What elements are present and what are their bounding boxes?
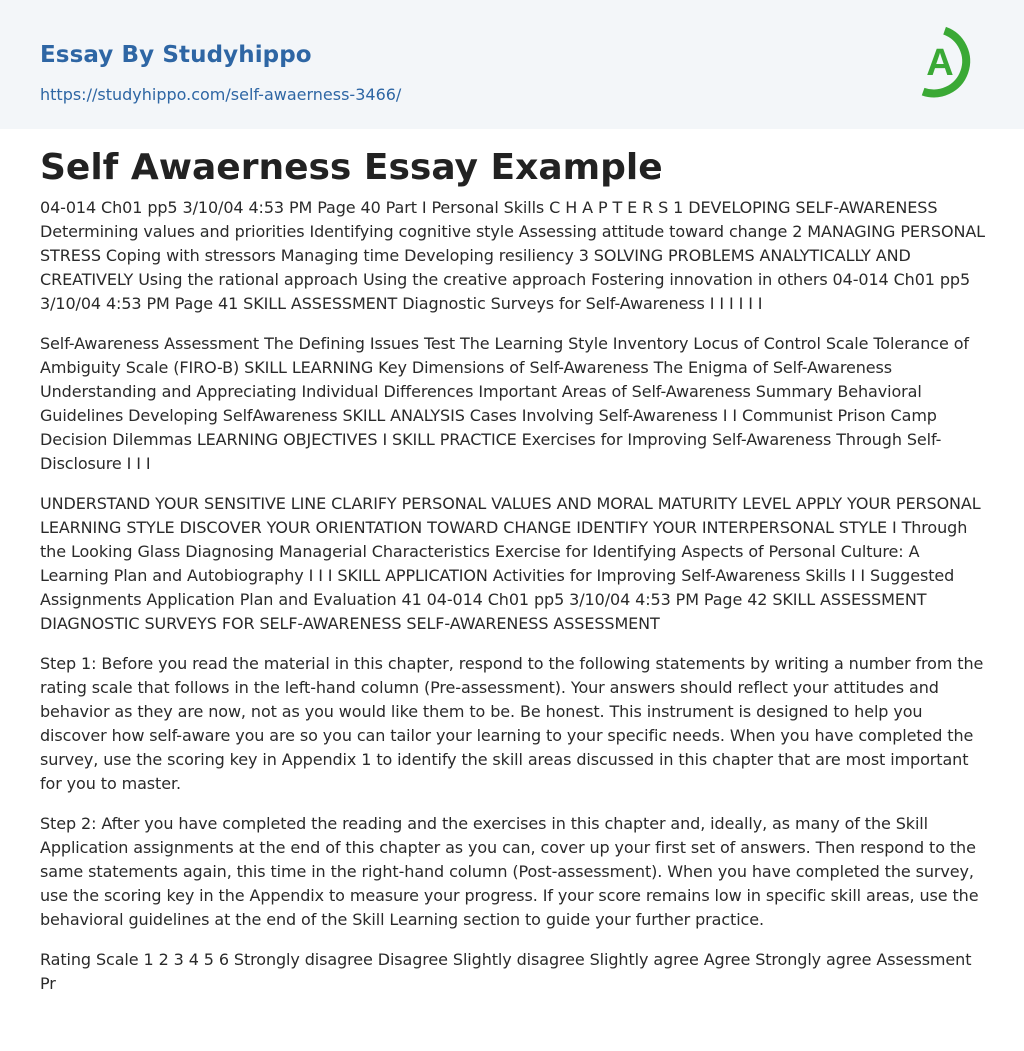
essay-paragraph: Step 2: After you have completed the reading and the exercises in this chapter and, ideally, as many of the Skill Application assignments at the end of this chapter as you can, cover up your first set of answers. Then respond to the same statements again, this time in the right-hand column (Post-assessment). When you have completed the survey, use the scoring key in the Appendix to measure your progress. If your score remains low in specific skill areas, use the behavioral guidelines at the end of the Skill Learning section to guide your further practice. — [40, 814, 979, 929]
essay-paragraph: Rating Scale 1 2 3 4 5 6 Strongly disagree Disagree Slightly disagree Slightly agree Agree Strongly agree Assessment Pr — [40, 950, 972, 993]
studyhippo-logo-icon[interactable] — [914, 20, 986, 104]
essay-paragraph: 04-014 Ch01 pp5 3/10/04 4:53 PM Page 40 Part I Personal Skills C H A P T E R S 1 DEVELOPING SELF-AWARENESS Determining values and priorities Identifying cognitive style Assessing attitude toward change 2 MANAGING PERSONAL STRESS Coping with stressors Managing time Developing resiliency 3 SOLVING PROBLEMS ANALYTICALLY AND CREATIVELY Using the rational approach Using the creative approach Fostering innovation in others 04-014 Ch01 pp5 3/10/04 4:53 PM Page 41 SKILL ASSESSMENT Diagnostic Surveys for Self-Awareness I I I I I I — [40, 198, 985, 313]
essay-title: Self Awaerness Essay Example — [40, 147, 663, 188]
essay-paragraph: Self-Awareness Assessment The Defining Issues Test The Learning Style Inventory Locus of Control Scale Tolerance of Ambiguity Scale (FIRO-B) SKILL LEARNING Key Dimensions of Self-Awareness The Enigma of Self-Awareness Understanding and Appreciating Individual Differences Important Areas of Self-Awareness Summary Behavioral Guidelines Developing SelfAwareness SKILL ANALYSIS Cases Involving Self-Awareness I I Communist Prison Camp Decision Dilemmas LEARNING OBJECTIVES I SKILL PRACTICE Exercises for Improving Self-Awareness Through Self-Disclosure I I I — [40, 334, 969, 473]
site-brand[interactable]: Essay By Studyhippo — [40, 42, 312, 68]
logo-letter: A — [926, 42, 954, 84]
essay-paragraph: Step 1: Before you read the material in this chapter, respond to the following statements by writing a number from the rating scale that follows in the left-hand column (Pre-assessment). Your answers should reflect your attitudes and behavior as they are now, not as you would like them to be. Be honest. This instrument is designed to help you discover how self-aware you are so you can tailor your learning to your specific needs. When you have completed the survey, use the scoring key in Appendix 1 to identify the skill areas discussed in this chapter that are most important for you to master. — [40, 654, 984, 793]
essay-url-link[interactable]: https://studyhippo.com/self-awaerness-3466/ — [40, 85, 402, 104]
site-header — [0, 0, 1024, 129]
essay-content — [40, 140, 985, 1012]
essay-paragraph: UNDERSTAND YOUR SENSITIVE LINE CLARIFY PERSONAL VALUES AND MORAL MATURITY LEVEL APPLY YOUR PERSONAL LEARNING STYLE DISCOVER YOUR ORIENTATION TOWARD CHANGE IDENTIFY YOUR INTERPERSONAL STYLE I Through the Looking Glass Diagnosing Managerial Characteristics Exercise for Identifying Aspects of Personal Culture: A Learning Plan and Autobiography I I I SKILL APPLICATION Activities for Improving Self-Awareness Skills I I Suggested Assignments Application Plan and Evaluation 41 04-014 Ch01 pp5 3/10/04 4:53 PM Page 42 SKILL ASSESSMENT DIAGNOSTIC SURVEYS FOR SELF-AWARENESS SELF-AWARENESS ASSESSMENT — [40, 494, 981, 633]
